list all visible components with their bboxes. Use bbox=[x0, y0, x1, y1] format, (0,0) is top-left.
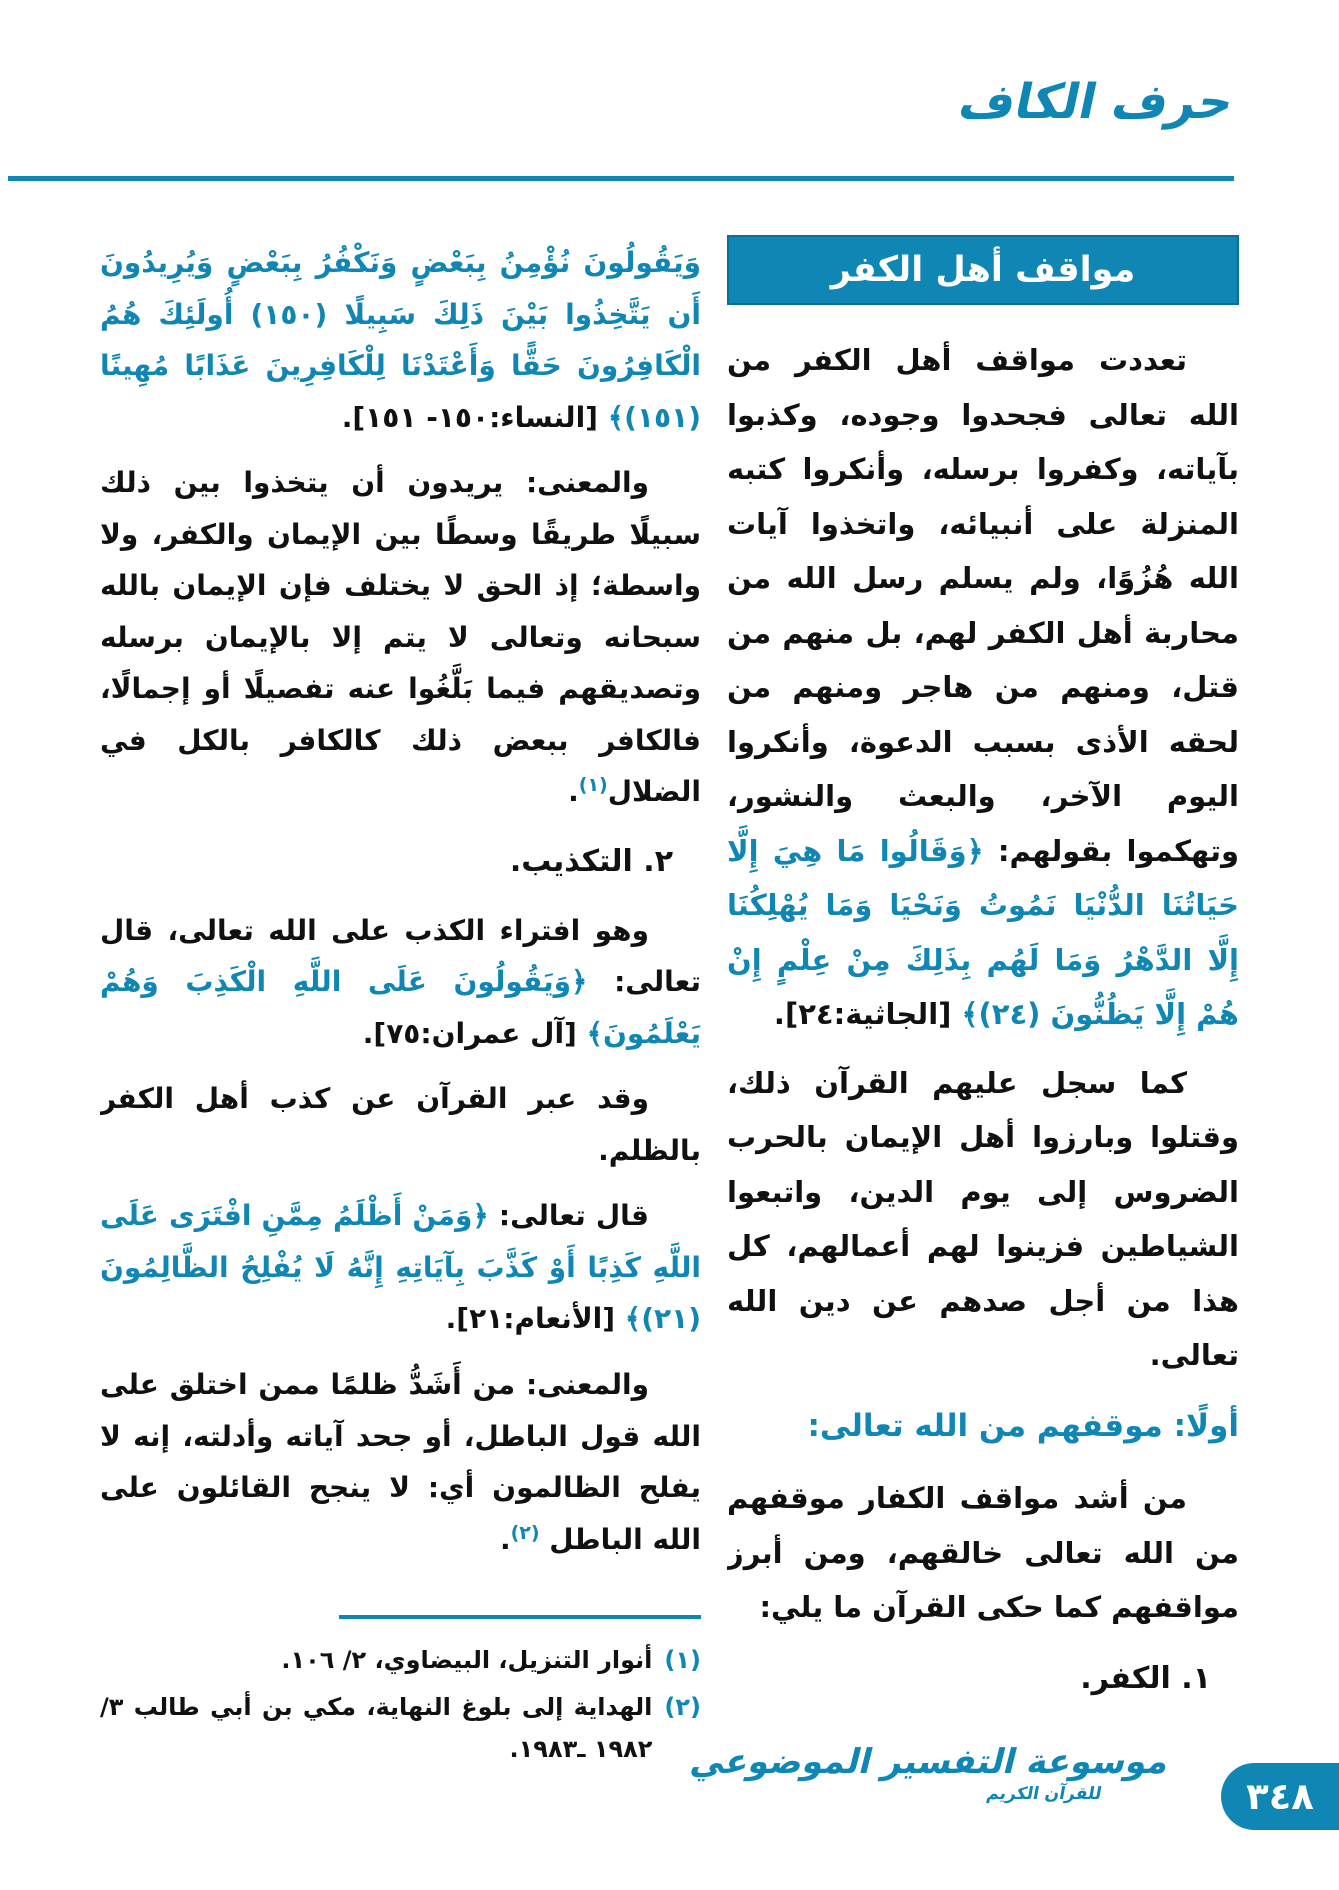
kufr-subheading bbox=[727, 1651, 1239, 1707]
meaning-paragraph-2 bbox=[100, 1359, 701, 1565]
body-text: [آل عمران:٧٥]. bbox=[362, 1016, 577, 1050]
right-column-text bbox=[727, 333, 1239, 1723]
section-title-box bbox=[727, 235, 1239, 305]
footnote-list bbox=[100, 1639, 701, 1771]
quran-verse-text: ﴿وَقَالُوا مَا هِيَ إِلَّا حَيَاتُنَا الدُّنْيَا نَمُوتُ وَنَحْيَا وَمَا يُهْلِكُنَا إِلَّا الدَّهْرُ وَمَا لَهُم بِذَلِكَ مِنْ عِلْمٍ إِنْ هُمْ إِلَّا يَظُنُّونَ (٢٤)﴾ bbox=[727, 833, 1239, 1032]
body-text: [الأنعام:٢١]. bbox=[445, 1302, 616, 1336]
footnote-reference-marker: (٢) bbox=[510, 1521, 540, 1544]
footnote-marker: (١) bbox=[664, 1646, 701, 1674]
first-stance-heading bbox=[727, 1397, 1239, 1455]
column-left bbox=[100, 233, 701, 1833]
header-rule bbox=[8, 176, 1234, 181]
two-column-layout bbox=[100, 233, 1239, 1833]
footnotes-section bbox=[100, 1615, 701, 1775]
footnote bbox=[100, 1686, 701, 1771]
footnote-text: الهداية إلى بلوغ النهاية، مكي بن أبي طالب ٣/ ١٩٨٢ ـ١٩٨٣. bbox=[100, 1692, 653, 1764]
quran-verse-text: وَيَقُولُونَ نُؤْمِنُ بِبَعْضٍ وَنَكْفُرُ بِبَعْضٍ وَيُرِيدُونَ أَن يَتَّخِذُوا بَيْنَ ذَلِكَ سَبِيلًا (١٥٠) أُولَئِكَ هُمُ الْكَافِرُونَ حَقًّا وَأَعْتَدْنَا لِلْكَافِرِينَ عَذَابًا مُهِينًا (١٥١)﴾ bbox=[100, 246, 701, 434]
section-title: مواقف أهل الكفر bbox=[830, 250, 1136, 290]
body-text: تعددت مواقف أهل الكفر من الله تعالى فجحدوا وجوده، وكذبوا بآياته، وكفروا برسله، وأنكروا كتبه المنزلة على أنبيائه، واتخذوا آيات الله هُزُوًا، ولم يسلم رسل الله من محاربة أهل الكفر لهم، بل منهم من قتل، ومنهم من هاجر ومنهم من لحقه الأذى بسبب الدعوة، وأنكروا اليوم الآخر، والبعث والنشور، وتهكموا بقولهم: bbox=[727, 343, 1239, 868]
quran-record-paragraph bbox=[727, 1056, 1239, 1383]
footnote bbox=[100, 1639, 701, 1682]
intro-paragraph bbox=[727, 333, 1239, 1042]
anaam-verse-paragraph bbox=[100, 1190, 701, 1345]
body-text: [الجاثية:٢٤]. bbox=[773, 997, 952, 1032]
body-text: . bbox=[568, 775, 579, 809]
takdhib-subheading bbox=[100, 834, 701, 889]
footnote-text: أنوار التنزيل، البيضاوي، ٢/ ١٠٦. bbox=[281, 1646, 653, 1674]
body-text: قال تعالى: bbox=[488, 1199, 649, 1233]
logo-subtitle: للقرآن الكريم bbox=[984, 1784, 1104, 1804]
body-text: ١. الكفر. bbox=[1080, 1660, 1211, 1696]
stance-intro-paragraph bbox=[727, 1471, 1239, 1635]
quran-verse-text: ﴿وَيَقُولُونَ عَلَى اللَّهِ الْكَذِبَ وَهُمْ يَعْلَمُونَ﴾ bbox=[100, 965, 701, 1050]
body-text: وهو افتراء الكذب على الله تعالى، قال تعالى: bbox=[100, 913, 701, 999]
page-number: ٣٤٨ bbox=[1246, 1775, 1314, 1818]
takdhib-paragraph bbox=[100, 905, 701, 1060]
zulm-paragraph bbox=[100, 1073, 701, 1176]
footnote-marker: (٢) bbox=[664, 1692, 701, 1721]
body-text: كما سجل عليهم القرآن ذلك، وقتلوا وبارزوا أهل الإيمان بالحرب الضروس إلى يوم الدين، واتبعوا الشياطين فزينوا لهم أعمالهم، كل هذا من أجل صدهم عن دين الله تعالى. bbox=[727, 1065, 1239, 1373]
nisa-verse bbox=[100, 237, 701, 443]
page-number-badge bbox=[1221, 1763, 1339, 1830]
body-text: . bbox=[499, 1522, 511, 1556]
meaning-paragraph-1 bbox=[100, 457, 701, 818]
quran-verse-text: ﴿وَمَنْ أَظْلَمُ مِمَّنِ افْتَرَى عَلَى اللَّهِ كَذِبًا أَوْ كَذَّبَ بِآيَاتِهِ إِنَّهُ لَا يُفْلِحُ الظَّالِمُونَ (٢١)﴾ bbox=[100, 1199, 701, 1336]
footnote-reference-marker: (١) bbox=[578, 774, 608, 797]
publisher-logo bbox=[686, 1742, 1174, 1804]
footnote-separator bbox=[339, 1615, 701, 1619]
page-header-title: حرف الكاف bbox=[953, 74, 1239, 130]
quran-verse-text: أولًا: موقفهم من الله تعالى: bbox=[807, 1407, 1239, 1444]
body-text: وقد عبر القرآن عن كذب أهل الكفر بالظلم. bbox=[100, 1082, 701, 1167]
body-text: والمعنى: يريدون أن يتخذوا بين ذلك سبيلًا طريقًا وسطًا بين الإيمان والكفر، ولا واسطة؛ إذ الحق لا يختلف فإن الإيمان بالله سبحانه وتعالى لا يتم إلا بالإيمان برسله وتصديقهم فيما بَلَّغُوا عنه تفصيلًا أو إجمالًا، فالكافر ببعض ذلك كالكافر بالكل في الضلال bbox=[100, 466, 701, 809]
left-column-text bbox=[100, 233, 701, 1579]
body-text: ٢. التكذيب. bbox=[509, 843, 673, 879]
body-text: والمعنى: من أَشَدُّ ظلمًا ممن اختلق على الله قول الباطل، أو جحد آياته وأدلته، إنه لا يفلح الظالمون أي: لا ينجح القائلون على الله الباطل bbox=[100, 1367, 701, 1556]
logo-title: موسوعة التفسير الموضوعي bbox=[686, 1742, 1174, 1782]
body-text: [النساء:١٥٠- ١٥١]. bbox=[341, 400, 598, 434]
column-right bbox=[727, 233, 1239, 1723]
body-text: من أشد مواقف الكفار موقفهم من الله تعالى خالقهم، ومن أبرز مواقفهم كما حكى القرآن ما يلي: bbox=[727, 1481, 1239, 1625]
